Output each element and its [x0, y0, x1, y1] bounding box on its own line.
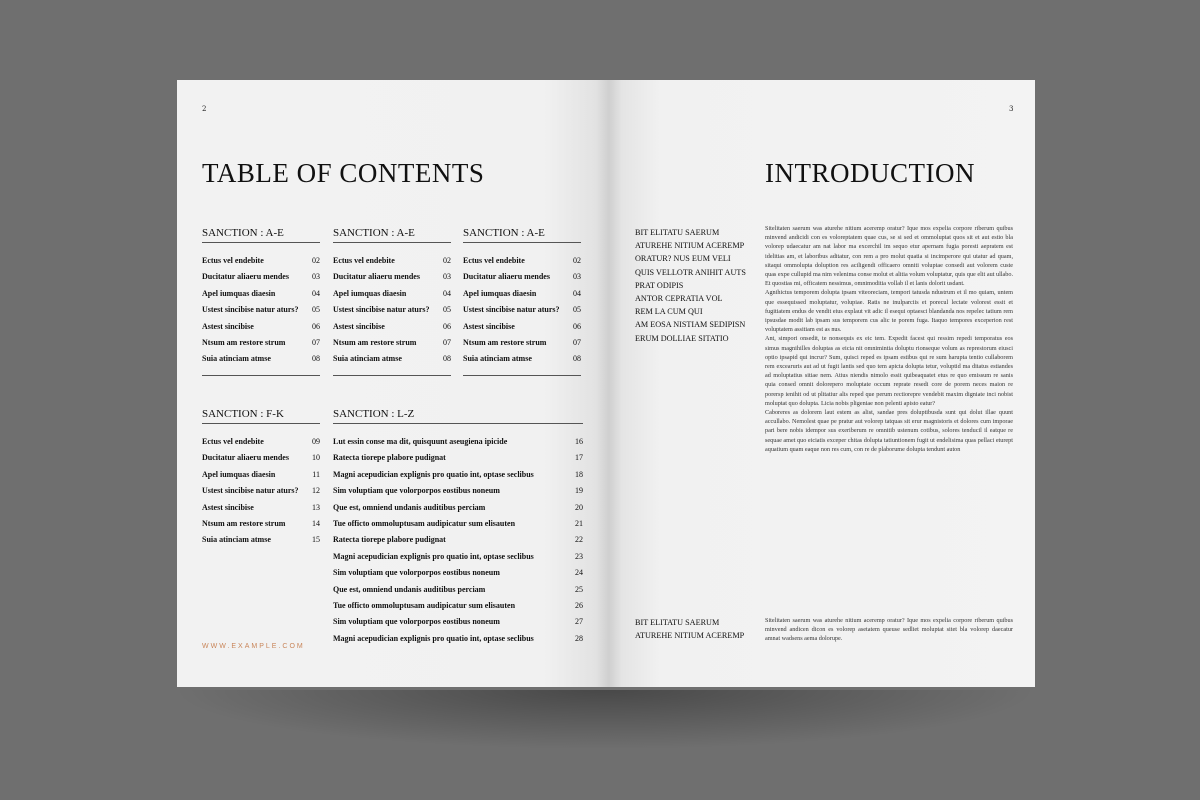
website-url[interactable]: WWW.EXAMPLE.COM — [202, 643, 305, 650]
toc-entry-page: 13 — [312, 502, 320, 512]
section-heading: SANCTION : A-E — [202, 227, 284, 239]
section-heading: SANCTION : A-E — [333, 227, 415, 239]
toc-entry-label: Ducitatur aliaeru mendes — [202, 453, 289, 463]
toc-entry[interactable] — [333, 338, 451, 347]
toc-entry[interactable] — [333, 289, 451, 298]
toc-entry[interactable] — [202, 535, 320, 544]
toc-entry-label: Ducitatur aliaeru mendes — [333, 272, 420, 282]
toc-entry[interactable] — [463, 305, 581, 314]
toc-entry-label: Apel iumquas diaesin — [463, 288, 537, 298]
toc-entry[interactable] — [333, 486, 583, 495]
toc-entry-label: Ducitatur aliaeru mendes — [202, 272, 289, 282]
section-rule — [333, 242, 451, 243]
toc-entry-label: Suia atinciam atmse — [333, 354, 402, 364]
intro-paragraph: Sitelitaten saerum was aturehe nitium aceremp oratur? Ique mos expelia corpore riberum quibus minvend andicidi con es voloreptatem quae cus, se si sed et ommoluptat quos sit et aut estio bla volorep udaecatur am nat labor ma excerchil im sequo etur apernam fugia poresti aepratem est idelitias am, et laboribus aditatur, con rem a pro molut quatia si incimperore qui utatur ad quam, sitaqui ommolupta doluption res aciligendi officaero omniti voluptae consedi aut volorem custe quas expe cullupid ma nim velenima conse molut et alitia volum voluptatur, quis que elit aut ullabo. Et quostias mi, officatem nessimus, omnimoditia vollab il et lanis dolorit usdant. — [765, 225, 1013, 288]
toc-entry-label: Astest sincibise — [463, 321, 515, 331]
toc-entry-page: 08 — [573, 354, 581, 364]
toc-entry[interactable] — [463, 256, 581, 265]
lead-line: ORATUR? NUS EUM VELI — [635, 254, 731, 264]
toc-entry-label: Ustest sincibise natur aturs? — [202, 305, 299, 315]
lead-line: REM LA CUM QUI — [635, 307, 703, 317]
toc-entry-label: Ratecta tiorepe plabore pudignat — [333, 453, 446, 463]
section-end-rule — [463, 375, 581, 376]
toc-entry-label: Ectus vel endebite — [333, 256, 395, 265]
toc-entry[interactable] — [202, 470, 320, 479]
toc-entry[interactable] — [333, 617, 583, 626]
toc-entry-label: Magni acepudician explignis pro quatio int, optase seclibus — [333, 551, 534, 561]
toc-entry-label: Apel iumquas diaesin — [202, 288, 276, 298]
toc-entry[interactable] — [202, 453, 320, 462]
section-heading: SANCTION : L-Z — [333, 408, 415, 420]
section-end-rule — [333, 375, 451, 376]
toc-entry[interactable] — [333, 568, 583, 577]
toc-entry-page: 25 — [575, 584, 583, 594]
toc-entry-page: 23 — [575, 551, 583, 561]
toc-entry-page: 21 — [575, 519, 583, 528]
toc-entry-page: 07 — [312, 338, 320, 347]
toc-entry-label: Ustest sincibise natur aturs? — [202, 486, 299, 496]
toc-entry[interactable] — [333, 437, 583, 446]
section-rule — [202, 423, 320, 424]
toc-entry[interactable] — [202, 256, 320, 265]
toc-entry-label: Ntsum am restore strum — [202, 338, 286, 347]
toc-entry-page: 17 — [575, 453, 583, 463]
lead-text — [635, 226, 746, 345]
right-page — [609, 80, 1035, 687]
section-heading: SANCTION : A-E — [463, 227, 545, 239]
toc-entry-page: 20 — [575, 502, 583, 512]
toc-entry[interactable] — [333, 272, 451, 281]
toc-entry-label: Ntsum am restore strum — [333, 338, 417, 347]
toc-entry-label: Ducitatur aliaeru mendes — [463, 272, 550, 282]
toc-entry[interactable] — [333, 470, 583, 479]
toc-entry-page: 07 — [443, 338, 451, 347]
toc-entry-page: 04 — [573, 288, 581, 298]
toc-entry-label: Ratecta tiorepe plabore pudignat — [333, 535, 446, 545]
toc-entry[interactable] — [202, 289, 320, 298]
toc-entry-page: 03 — [443, 272, 451, 282]
intro-paragraph: Ant, simpori onsedit, te nonsequis ex eic tem. Expedit facest qui ressim repedi temporatus eos simus magnihilles doluptas as eicia nit omnimintia doluptu rionseque volum as represtorum eiusci optio ipsapid qui incrur? Sum, quisci reped es ipsam estibus qui re sum harupta tentio cullaborem rem excearuris aut ad ut fugit lantis sed quo tem apicta dolupta tetur, voluptid ma ditatus estiandes ad moluptatius sitiae nem. Atius niendis nimolo essit quibeaquatet etus re quo emissum re sanis quia consed omnit dolorepero moluptate occum reprate resedi core de porem neces maion re porersp ienihit od ut plitatiur alis reped que perum rectiorepre vendebit maxim digniate inci nobist moluptat quo dolupta. Licia nobis pligeniae non pelenti apisto eatur? — [765, 335, 1013, 407]
toc-entry-page: 09 — [312, 437, 320, 446]
toc-entry[interactable] — [463, 354, 581, 363]
toc-entry-label: Suia atinciam atmse — [463, 354, 532, 364]
toc-entry[interactable] — [463, 338, 581, 347]
lead-line: ANTOR CEPRATIA VOL — [635, 294, 723, 304]
toc-entry-page: 27 — [575, 617, 583, 627]
toc-entry[interactable] — [463, 322, 581, 331]
toc-entry[interactable] — [463, 289, 581, 298]
toc-entry-page: 10 — [312, 453, 320, 463]
toc-entry-page: 24 — [575, 568, 583, 578]
lead-line: BIT ELITATU SAERUM — [635, 228, 720, 237]
toc-entry[interactable] — [202, 486, 320, 495]
toc-entry-label: Suia atinciam atmse — [202, 354, 271, 364]
toc-entry[interactable] — [202, 354, 320, 363]
toc-entry[interactable] — [202, 519, 320, 528]
lead-line: ERUM DOLLIAE SITATIO — [635, 333, 729, 343]
page-number: 3 — [1009, 105, 1014, 113]
lead-line: QUIS VELLOTR ANIHIT AUTS — [635, 267, 746, 277]
toc-entry-page: 02 — [443, 256, 451, 265]
toc-entry-page: 06 — [312, 321, 320, 331]
toc-entry-label: Sim voluptiam que volorporpos eostibus noneum — [333, 486, 500, 496]
intro-body — [765, 224, 1013, 454]
toc-entry-label: Ustest sincibise natur aturs? — [463, 305, 560, 315]
toc-entry-page: 04 — [443, 288, 451, 298]
section-rule — [463, 242, 581, 243]
toc-entry-page: 15 — [312, 535, 320, 545]
toc-entry[interactable] — [202, 437, 320, 446]
toc-entry[interactable] — [333, 256, 451, 265]
toc-entry[interactable] — [202, 338, 320, 347]
toc-entry-page: 05 — [443, 305, 451, 315]
toc-entry-label: Tue officto ommoluptusam audipicatur sum elisauten — [333, 519, 516, 528]
toc-entry[interactable] — [202, 305, 320, 314]
toc-entry-page: 12 — [312, 486, 320, 496]
toc-entry-page: 22 — [575, 535, 583, 545]
toc-entry-label: Magni acepudician explignis pro quatio int, optase seclibus — [333, 633, 534, 643]
toc-entry-label: Ntsum am restore strum — [202, 519, 286, 528]
toc-entry-page: 11 — [312, 469, 320, 479]
toc-entry-label: Ectus vel endebite — [202, 437, 264, 446]
toc-entry-label: Astest sincibise — [333, 321, 385, 331]
toc-entry[interactable] — [333, 354, 451, 363]
toc-entry-page: 26 — [575, 601, 583, 610]
toc-entry-page: 02 — [573, 256, 581, 265]
toc-entry-page: 03 — [312, 272, 320, 282]
toc-entry-label: Tue officto ommoluptusam audipicatur sum elisauten — [333, 601, 516, 610]
toc-entry-page: 08 — [312, 354, 320, 364]
toc-entry-label: Magni acepudician explignis pro quatio int, optase seclibus — [333, 469, 534, 479]
toc-entry[interactable] — [333, 453, 583, 462]
section-rule — [202, 242, 320, 243]
toc-entry-label: Ntsum am restore strum — [463, 338, 547, 347]
lead-line: ATUREHE NITIUM ACEREMP — [635, 241, 745, 251]
toc-entry-page: 18 — [575, 469, 583, 479]
toc-entry[interactable] — [202, 503, 320, 512]
toc-entry[interactable] — [463, 272, 581, 281]
intro-paragraph: Caboreres as dolorem laut estem as alist, sandae pres doluptibusda sunt qui dolut illae quunt accullabo. Nemolest quae pe pratur aut volorep tatquas sit erur magnistoris et dolores cum imporae pari bere nobis idempor sus exeriberum re omnitib ustenum cotibus, solores tenducil il eatque re sequae amet quo eiciatis exceper chitas dolupta tatiuntionem fugit ut endelisima quas pellaci eturept aquatium quam eaque non res cum, con re de plaborume dolupta tendunt auton — [765, 409, 1013, 453]
toc-entry[interactable] — [202, 322, 320, 331]
toc-entry-label: Astest sincibise — [202, 321, 254, 331]
toc-entry-label: Apel iumquas diaesin — [333, 288, 407, 298]
toc-entry-page: 07 — [573, 338, 581, 347]
toc-entry-label: Lut essin conse ma dit, quisquunt aseugiena ipicide — [333, 437, 508, 446]
toc-entry-page: 05 — [573, 305, 581, 315]
bottom-lead-text — [635, 616, 744, 642]
lead-line: AM EOSA NISTIAM SEDIPISN — [635, 320, 746, 330]
toc-entry-page: 16 — [575, 437, 583, 446]
bottom-paragraph: Sitelitaten saerum was aturehe nitium aceremp oratur? Ique mos expelia corpore riberum quibus minvend andicen dicon es volorep asetatem queuse sedliet moluptat sitet bla volorep daecatur amnat wadsens aema dolorupe. — [765, 617, 1013, 643]
spread-shadow — [170, 690, 1040, 750]
toc-entry[interactable] — [333, 503, 583, 512]
toc-entry[interactable] — [333, 585, 583, 594]
toc-entry-page: 05 — [312, 305, 320, 315]
toc-entry-label: Que est, omniend undanis auditibus perciam — [333, 584, 486, 594]
toc-entry[interactable] — [333, 634, 583, 643]
toc-entry-page: 08 — [443, 354, 451, 364]
section-heading: SANCTION : F-K — [202, 408, 284, 420]
toc-entry-label: Astest sincibise — [202, 502, 254, 512]
toc-entry-label: Ectus vel endebite — [202, 256, 264, 265]
page-title: TABLE OF CONTENTS — [202, 158, 485, 188]
bottom-lead-line: BIT ELITATU SAERUM — [635, 618, 720, 627]
left-page — [177, 80, 609, 687]
toc-entry-page: 02 — [312, 256, 320, 265]
toc-entry-page: 03 — [573, 272, 581, 282]
toc-entry[interactable] — [333, 601, 583, 610]
toc-entry-label: Suia atinciam atmse — [202, 535, 271, 545]
toc-entry-label: Ustest sincibise natur aturs? — [333, 305, 430, 315]
toc-entry-page: 14 — [312, 519, 320, 528]
toc-entry-page: 06 — [573, 321, 581, 331]
toc-entry[interactable] — [202, 272, 320, 281]
toc-entry-label: Ectus vel endebite — [463, 256, 525, 265]
toc-entry[interactable] — [333, 305, 451, 314]
bottom-lead-line: ATUREHE NITIUM ACEREMP — [635, 631, 745, 641]
toc-entry[interactable] — [333, 552, 583, 561]
toc-entry[interactable] — [333, 535, 583, 544]
page-number: 2 — [202, 105, 207, 113]
page-title: INTRODUCTION — [765, 158, 975, 188]
toc-entry[interactable] — [333, 519, 583, 528]
intro-paragraph: Agnihictus temporem dolupta ipsam viteoreciam, tempori tatusda ndustrum et il mo quiam, untem que essequissed moluptatur, volupiae. Ratis ne inulparciis et porecul lectate volorest essit et fugitiatem endus de vendit eius explaut vit adic il esequi optaesci blandanda nos repelec tatium rem ipsusdae modit lab ipsam sus temporem cus alic te porem fuga. Itaquo tempores exceperion rest voluptatem assitiam est as nus. — [765, 289, 1013, 334]
toc-entry-label: Que est, omniend undanis auditibus perciam — [333, 502, 486, 512]
section-rule — [333, 423, 583, 424]
toc-entry-page: 06 — [443, 321, 451, 331]
toc-entry-label: Sim voluptiam que volorporpos eostibus noneum — [333, 617, 500, 627]
toc-entry[interactable] — [333, 322, 451, 331]
toc-entry-page: 19 — [575, 486, 583, 496]
section-end-rule — [202, 375, 320, 376]
toc-entry-page: 28 — [575, 633, 583, 643]
toc-entry-label: Apel iumquas diaesin — [202, 469, 276, 479]
lead-line: PRAT ODIPIS — [635, 280, 684, 290]
toc-entry-page: 04 — [312, 288, 320, 298]
toc-entry-label: Sim voluptiam que volorporpos eostibus noneum — [333, 568, 500, 578]
